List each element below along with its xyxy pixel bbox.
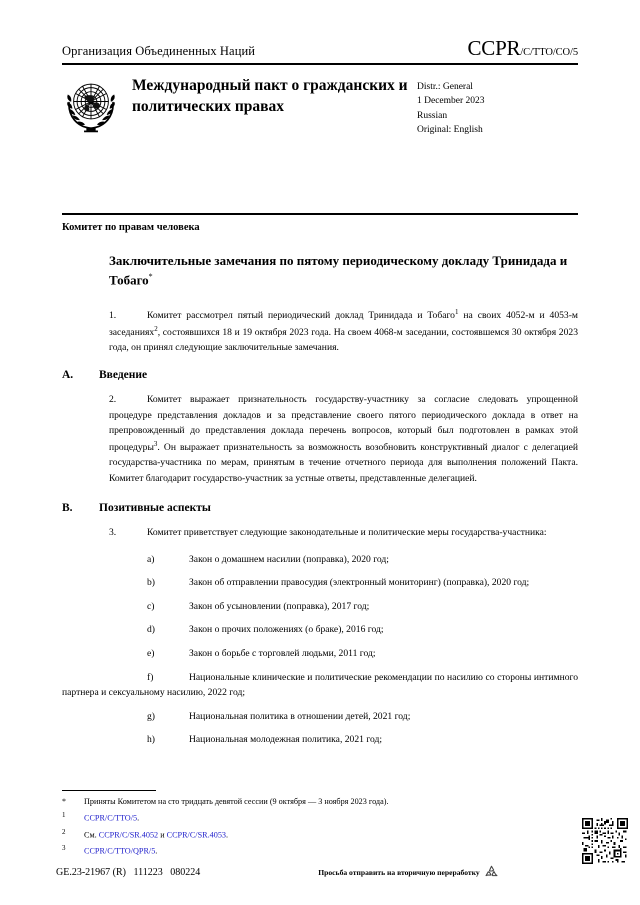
page-title-footnote-marker: * <box>148 271 153 281</box>
footnote-marker: * <box>62 797 66 806</box>
footnote-link[interactable]: CCPR/C/TTO/5 <box>84 813 138 823</box>
document-symbol-suffix: /C/TTO/CO/5 <box>520 47 578 58</box>
list-item-text: Национальная молодежная политика, 2021 год; <box>189 734 383 746</box>
list-item <box>62 709 578 725</box>
paragraph-1-text: Комитет рассмотрел пятый периодический доклад Тринидада и Тобаго <box>147 310 455 322</box>
paragraph-1-sup-1: 1 <box>454 308 459 317</box>
list-item <box>62 732 578 748</box>
section-b-heading <box>62 502 578 514</box>
list-item-label: g) <box>147 710 155 722</box>
list-item <box>62 552 578 568</box>
list-item-text: Национальные клинические и политические рекомендации по насилию со стороны интимного партнера и сексуальному насилию, 2022 год; <box>62 671 578 699</box>
footnote-joiner: и <box>158 830 167 840</box>
paragraph-1-text-2: на своих 4052-м и 4053-м заседаниях <box>109 310 578 338</box>
list-item <box>62 599 578 615</box>
masthead-rule <box>62 63 578 65</box>
list-item-label: b) <box>147 577 155 589</box>
section-b-letter: B. <box>62 502 73 515</box>
committee-rule <box>62 213 578 215</box>
list-item-text: Закон об усыновлении (поправка), 2017 год; <box>189 600 370 612</box>
page-footer <box>56 864 578 881</box>
footnotes <box>62 790 532 860</box>
paragraph-1-sup-2: 2 <box>154 324 158 333</box>
distribution-type: Distr.: General <box>417 82 473 92</box>
section-b <box>62 502 578 747</box>
paragraph-2-text-2: . Он выражает признательность за возможность возобновить конструктивный диалог с делегацией государства-участника по мерам, принятым в течение отчетного периода для выполнения положений Пакта. Комитет благодарит государство-участник за устные ответы, представленные делегацией. <box>109 441 578 484</box>
qr-code-icon <box>582 818 628 864</box>
footnote-3 <box>62 843 532 859</box>
list-item-text: Закон о борьбе с торговлей людьми, 2011 год; <box>189 648 376 660</box>
paragraph-2-sup: 3 <box>153 439 158 448</box>
list-item-label: a) <box>147 553 155 565</box>
list-item-text: Закон об отправлении правосудия (электронный мониторинг) (поправка), 2020 год; <box>189 577 530 589</box>
list-item-label: h) <box>147 734 155 746</box>
list-item-text: Закон о прочих положениях (о браке), 2016 год; <box>189 624 384 636</box>
section-a-letter: A. <box>62 368 74 381</box>
section-a <box>62 369 578 486</box>
footnote-star <box>62 796 532 809</box>
footnote-2 <box>62 827 532 843</box>
footnote-prefix: См. <box>84 830 99 840</box>
document-content <box>62 252 578 762</box>
paragraph-2 <box>109 392 578 486</box>
page-title-text: Заключительные замечания по пятому периодическому докладу Тринидада и Тобаго <box>109 253 568 288</box>
list-item-label: d) <box>147 624 155 636</box>
footnote-separator <box>62 790 156 791</box>
list-item-label: e) <box>147 648 155 660</box>
masthead-top-row <box>62 36 578 63</box>
footnote-marker: 2 <box>62 827 66 836</box>
paragraph-3-text: Комитет приветствует следующие законодательные и политические меры государства-участника: <box>147 527 547 539</box>
footnote-link[interactable]: CCPR/C/SR.4053 <box>166 830 227 840</box>
paragraph-1 <box>109 307 578 356</box>
masthead <box>62 36 578 137</box>
recycle-text: Просьба отправить на вторичную переработку <box>318 868 480 877</box>
paragraph-3 <box>109 525 578 541</box>
page-title <box>109 252 578 290</box>
distribution-date: 1 December 2023 <box>417 96 485 107</box>
paragraph-1-block <box>62 307 578 356</box>
organization-name: Организация Объединенных Наций <box>62 44 256 58</box>
footnote-marker: 3 <box>62 844 66 853</box>
section-b-title: Позитивные аспекты <box>99 502 211 515</box>
list-item <box>62 670 578 701</box>
recycle-notice <box>318 864 499 881</box>
committee-name: Комитет по правам человека <box>62 222 200 233</box>
list-item <box>62 646 578 662</box>
document-symbol <box>467 36 578 61</box>
document-code: GE.23-21967 (R) 111223 080224 <box>56 867 201 878</box>
section-a-title: Введение <box>99 368 148 381</box>
covenant-title: Международный пакт о гражданских и политических правах <box>132 77 408 116</box>
list-item-label: f) <box>147 671 154 683</box>
distribution-block <box>417 74 567 137</box>
paragraph-2-text: Комитет выражает признательность государству-участнику за согласие следовать упрощенной процедуре представления докладов и за представление своего пятого периодического доклада в ответ на препровожденный до представления доклада перечень вопросов, который был подготовлен в рамках этой процедуры <box>109 393 578 453</box>
list-item-label: c) <box>147 600 155 612</box>
section-a-heading <box>62 369 578 381</box>
footnote-text: Приняты Комитетом на сто тридцать девятой сессии (9 октября — 3 ноября 2023 года). <box>84 797 389 806</box>
measures-list <box>62 552 578 748</box>
footnote-suffix: . <box>226 830 229 840</box>
list-item-text: Национальная политика в отношении детей, 2021 год; <box>189 710 411 722</box>
paragraph-3-number: 3. <box>109 527 117 539</box>
footnote-marker: 1 <box>62 810 66 819</box>
list-item <box>62 575 578 591</box>
footnote-suffix: . <box>137 813 140 823</box>
paragraph-1-text-3: , состоявшихся 18 и 19 октября 2023 года. На своем 4068-м заседании, состоявшемся 30 октября 2023 года, он принял следующие заключительные замечания. <box>109 326 578 354</box>
document-symbol-main: CCPR <box>467 36 521 60</box>
distribution-original: Original: English <box>417 124 483 135</box>
masthead-body <box>62 74 578 137</box>
paragraph-2-number: 2. <box>109 393 117 405</box>
distribution-language: Russian <box>417 110 448 121</box>
list-item <box>62 622 578 638</box>
footnote-link[interactable]: CCPR/C/SR.4052 <box>98 830 159 840</box>
footnote-link[interactable]: CCPR/C/TTO/QPR/5 <box>84 847 156 857</box>
footnote-1 <box>62 810 532 826</box>
paragraph-1-number: 1. <box>109 310 117 322</box>
list-item-text: Закон о домашнем насилии (поправка), 2020 год; <box>189 553 389 565</box>
footnote-suffix: . <box>155 847 158 857</box>
recycle-icon <box>483 864 500 881</box>
un-emblem-icon <box>62 76 120 134</box>
